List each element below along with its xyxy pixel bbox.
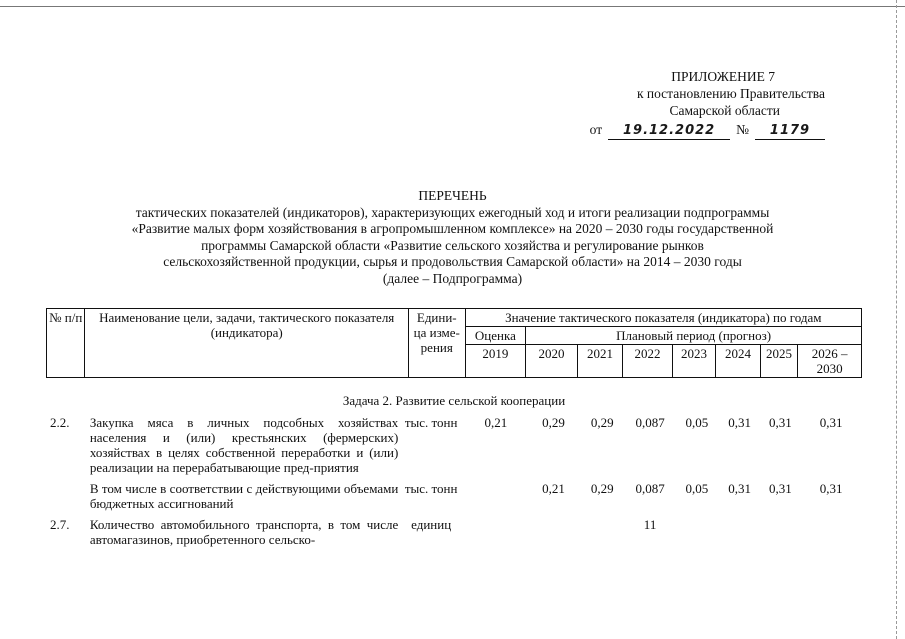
indicators-table-header <box>46 308 862 378</box>
row-num: 2.7. <box>50 517 70 532</box>
row-value: 0,31 <box>819 481 843 496</box>
row-value: 0,087 <box>635 415 665 430</box>
row-unit: единиц <box>411 517 452 532</box>
appendix-line-2: к постановлению Правительства <box>636 86 825 101</box>
header-year: 2022 <box>623 345 673 378</box>
page-edge-top <box>0 6 905 7</box>
row-unit: тыс. тонн <box>404 415 458 430</box>
header-year: 2023 <box>672 345 715 378</box>
indicators-table-body <box>46 384 862 553</box>
header-num: № п/п <box>47 309 85 378</box>
appendix-title: ПРИЛОЖЕНИЕ 7 <box>671 69 775 84</box>
header-estimate-year: 2019 <box>465 345 526 378</box>
row-value: 0,05 <box>685 481 709 496</box>
row-value: 0,087 <box>635 481 665 496</box>
row-num: 2.2. <box>50 415 70 430</box>
handwritten-date: 19.12.2022 <box>608 122 730 140</box>
heading-line: тактических показателей (индикаторов), характеризующих ежегодный ход и итоги реализации подпрограммы <box>135 204 770 220</box>
row-unit: тыс. тонн <box>404 481 458 496</box>
header-year: 2024 <box>716 345 760 378</box>
heading-line: сельскохозяйственной продукции, сырья и продовольствия Самарской области» на 2014 – 2030 годы <box>163 254 742 269</box>
row-value: 0,29 <box>590 415 614 430</box>
row-value: 11 <box>643 517 657 532</box>
handwritten-number: 1179 <box>755 122 825 140</box>
header-estimate: Оценка <box>465 327 526 345</box>
row-value: 0,31 <box>769 415 792 430</box>
header-plan-period: Плановый период (прогноз) <box>526 327 862 345</box>
row-name: Закупка мяса в личных подсобных хозяйствах населения и (или) крестьянских (фермерских) хозяйствах в целях собственной переработки и (или) реализации на перерабатывающие пред-приятия <box>89 415 399 475</box>
table-row <box>46 517 862 547</box>
header-year: 2026 – 2030 <box>798 345 862 378</box>
row-value: 0,21 <box>542 481 565 496</box>
header-values-group: Значение тактического показателя (индикатора) по годам <box>465 309 861 327</box>
table-row <box>46 415 862 475</box>
appendix-date-line <box>560 119 825 140</box>
page-edge-right <box>896 0 897 639</box>
heading-line: программы Самарской области «Развитие сельского хозяйства и регулирование рынков <box>201 237 704 253</box>
heading-title: ПЕРЕЧЕНЬ <box>418 188 487 203</box>
header-name: Наименование цели, задачи, тактического показателя (индикатора) <box>85 309 409 378</box>
task-title: Задача 2. Развитие сельской кооперации <box>342 393 566 408</box>
row-name: В том числе в соответствии с действующими объемами бюджетных ассигнований <box>89 481 399 511</box>
heading-line: «Развитие малых форм хозяйствования в агропромышленном комплексе» на 2020 – 2030 годы государственной <box>131 221 774 236</box>
header-year: 2021 <box>577 345 622 378</box>
row-value: 0,31 <box>728 415 751 430</box>
date-prefix: от <box>589 122 603 137</box>
row-value: 0,31 <box>819 415 843 430</box>
appendix-line-3: Самарской области <box>669 103 780 118</box>
row-value: 0,29 <box>590 481 614 496</box>
document-heading <box>60 188 845 287</box>
appendix-block <box>560 68 825 140</box>
row-value: 0,31 <box>769 481 792 496</box>
header-unit: Едини-ца изме-рения <box>408 309 465 378</box>
row-value: 0,21 <box>484 415 508 430</box>
header-year: 2020 <box>526 345 578 378</box>
row-name: Количество автомобильного транспорта, в том числе автомагазинов, приобретенного сельско- <box>89 517 399 547</box>
header-year: 2025 <box>760 345 797 378</box>
heading-line: (далее – Подпрограмма) <box>382 270 523 286</box>
table-row <box>46 481 862 511</box>
row-value: 0,31 <box>728 481 751 496</box>
row-value: 0,05 <box>685 415 709 430</box>
row-value: 0,29 <box>542 415 565 430</box>
number-prefix: № <box>736 122 749 137</box>
